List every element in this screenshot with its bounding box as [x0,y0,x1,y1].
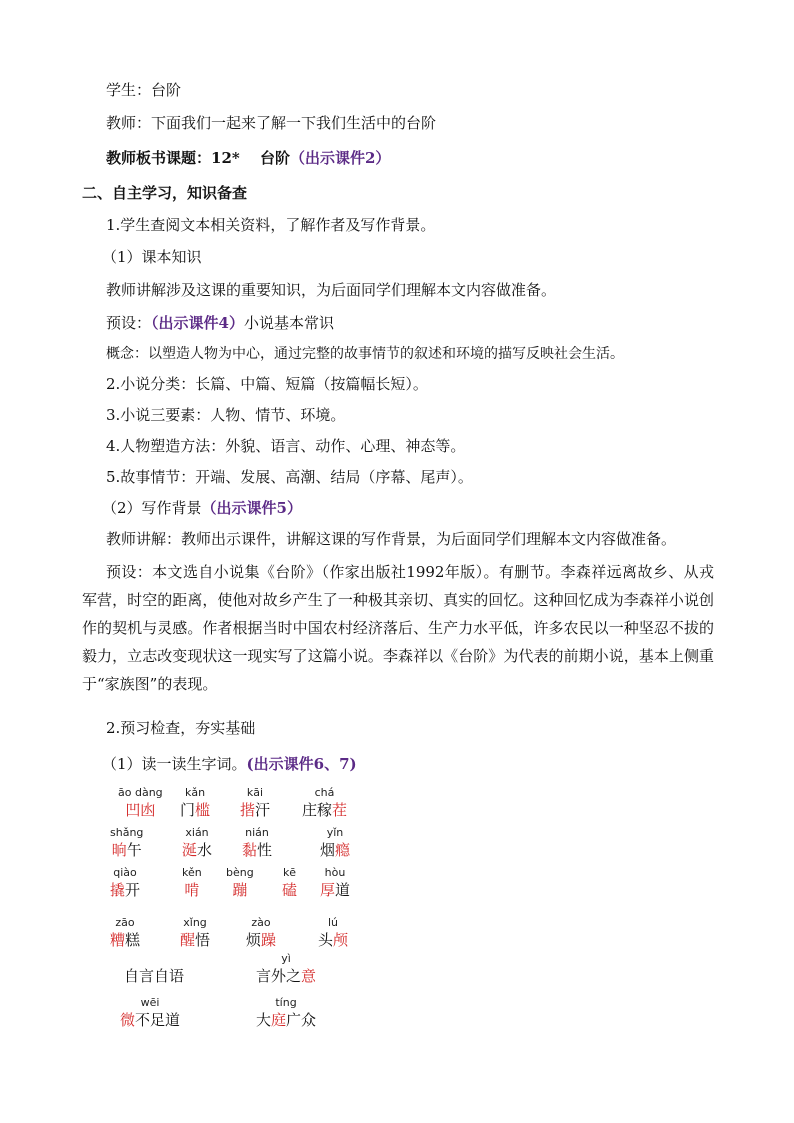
plain-char: 烦 [246,931,262,949]
plain-char: 广众 [286,1011,317,1029]
task-2: 2.预习检查，夯实基础 [106,719,256,737]
sub-heading-1: （1）课本知识 [102,248,202,266]
highlight-char: 糟 [110,931,126,949]
class-line-4: 4.人物塑造方法：外貌、语言、动作、心理、神态等。 [106,437,466,455]
pinyin-label: nián [245,826,269,839]
highlight-char: 颅 [333,931,349,949]
hanzi-word [180,800,210,820]
vocab-word [256,996,316,1030]
slide-note-2: （出示课件2） [289,149,391,167]
sub-heading-2: （2）写作背景 [102,499,202,517]
highlight-char: 涎 [182,841,198,859]
pinyin-label: yì [281,952,291,965]
highlight-char: 庭 [271,1011,287,1029]
pinyin-label: tíng [275,996,297,1009]
plain-char: 水 [197,841,213,859]
pinyin-label: wēi [140,996,160,1009]
dialogue-student: 学生：台阶 [106,81,182,99]
highlight-char: 槛 [195,801,211,819]
highlight-char: 蹦 [232,881,248,899]
pinyin-label: xǐng [183,916,207,929]
slide-note-6-7: (出示课件6、7) [246,755,357,773]
hanzi-word [318,930,348,950]
plain-char: 不足道 [135,1011,181,1029]
class-line-3: 3.小说三要素：人物、情节、环境。 [106,406,346,424]
vocab-word [282,866,297,900]
hanzi-word [246,930,276,950]
plain-char: 言外之 [256,967,302,985]
vocab-word [180,916,210,950]
hanzi-word [282,880,297,900]
plain-char: 门 [180,801,196,819]
pinyin-label: kāi [246,786,264,799]
vocab-word [242,826,272,860]
read-heading: （1）读一读生字词。 [102,755,247,773]
highlight-char: 磕 [282,881,298,899]
vocab-word [118,786,163,820]
highlight-char: 微 [120,1011,136,1029]
hanzi-word [226,880,254,900]
pinyin-label: kǎn [184,786,206,799]
vocab-word [180,786,210,820]
task-1: 1.学生查阅文本相关资料，了解作者及写作背景。 [106,216,436,234]
highlight-char: 茬 [332,801,348,819]
vocab-word [110,826,143,860]
highlight-char: 躁 [261,931,277,949]
vocab-word [182,826,212,860]
hanzi-word [124,966,184,986]
plain-char: 头 [318,931,334,949]
pinyin-label: zāo [115,916,135,929]
explain-2: 教师讲解：教师出示课件，讲解这课的写作背景，为后面同学们理解本文内容做准备。 [106,530,677,548]
dialogue-teacher: 教师：下面我们一起来了解一下我们生活中的台阶 [106,114,437,132]
hanzi-word [110,840,143,860]
hanzi-word [320,840,350,860]
vocab-word [110,916,140,950]
pinyin-label: āo dàng [118,786,163,799]
hanzi-word [110,880,140,900]
pinyin-label: lú [328,916,339,929]
pinyin-label [124,952,184,966]
preset-label: 预设： [106,314,152,332]
pinyin-label: kěn [182,866,202,879]
plain-char: 大 [256,1011,272,1029]
preset-title: 小说基本常识 [243,314,334,332]
pinyin-label: shǎng [110,826,144,839]
vocab-word [124,952,184,986]
vocab-word [240,786,270,820]
highlight-char: 瘾 [335,841,351,859]
highlight-char: 撬 [110,881,126,899]
class-line-2: 2.小说分类：长篇、中篇、短篇（按篇幅长短）。 [106,375,428,393]
vocab-word [320,866,350,900]
plain-char: 午 [126,841,142,859]
hanzi-word [256,966,316,986]
plain-char: 开 [125,881,141,899]
highlight-char: 揩 [240,801,256,819]
plain-char: 庄稼 [302,801,333,819]
plain-char: 道 [335,881,351,899]
highlight-char: 晌 [111,841,127,859]
hanzi-word [118,800,163,820]
plain-char: 糕 [125,931,141,949]
pinyin-label: hòu [324,866,346,879]
board-title-line [106,148,390,168]
hanzi-word [256,1010,316,1030]
pinyin-label: qiào [113,866,137,879]
highlight-char: 醒 [180,931,196,949]
hanzi-word [240,800,270,820]
plain-char: 悟 [195,931,211,949]
plain-char: 汗 [255,801,271,819]
vocab-word [226,866,254,900]
hanzi-word [110,930,140,950]
read-heading-line [102,754,357,774]
plain-char: 自言自语 [124,967,185,985]
slide-note-5: （出示课件5） [201,499,302,517]
highlight-char: 意 [301,967,317,985]
highlight-char: 啃 [184,881,200,899]
slide-note-4: （出示课件4） [151,314,244,332]
vocab-word [318,916,348,950]
vocab-word [256,952,316,986]
section-heading: 二、自主学习，知识备查 [82,184,248,202]
pinyin-label: bèng [226,866,254,879]
concept-line: 概念：以塑造人物为中心，通过完整的故事情节的叙述和环境的描写反映社会生活。 [106,346,624,362]
highlight-char: 厚 [320,881,336,899]
plain-char: 烟 [320,841,336,859]
plain-char: 性 [257,841,273,859]
class-line-5: 5.故事情节：开端、发展、高潮、结局（序幕、尾声）。 [106,468,473,486]
vocab-word [320,826,350,860]
pinyin-label: zào [251,916,271,929]
hanzi-word [180,930,210,950]
hanzi-word [120,1010,180,1030]
pinyin-label: xián [185,826,209,839]
explain-1: 教师讲解涉及这课的重要知识，为后面同学们理解本文内容做准备。 [106,281,557,299]
hanzi-word [242,840,272,860]
vocab-word [120,996,180,1030]
pinyin-label: kē [282,866,297,879]
highlight-char: 黏 [242,841,258,859]
pinyin-label: yǐn [326,826,344,839]
vocab-word [182,866,202,900]
hanzi-word [302,800,347,820]
hanzi-word [182,840,212,860]
vocab-word [110,866,140,900]
board-title: 教师板书课题：12* 台阶 [106,149,290,167]
pinyin-label: chá [314,786,335,799]
highlight-char: 凹凼 [125,801,156,819]
background-paragraph: 预设：本文选自小说集《台阶》（作家出版社1992年版）。有删节。李森祥远离故乡、从戎军营，时空的距离，使他对故乡产生了一种极其亲切、真实的回忆。这种回忆成为李森祥小说创作的契机与灵感。作者根据当时中国农村经济落后、生产力水平低，许多农民以一种坚忍不拔的毅力，立志改变现状这一现实写了这篇小说。李森祥以《台阶》为代表的前期小说，基本上侧重于“家族图”的表现。 [82,563,714,693]
preset-line [106,313,334,333]
sub-heading-2-line [102,498,302,518]
vocab-word [302,786,347,820]
vocab-word [246,916,276,950]
hanzi-word [320,880,350,900]
hanzi-word [182,880,202,900]
